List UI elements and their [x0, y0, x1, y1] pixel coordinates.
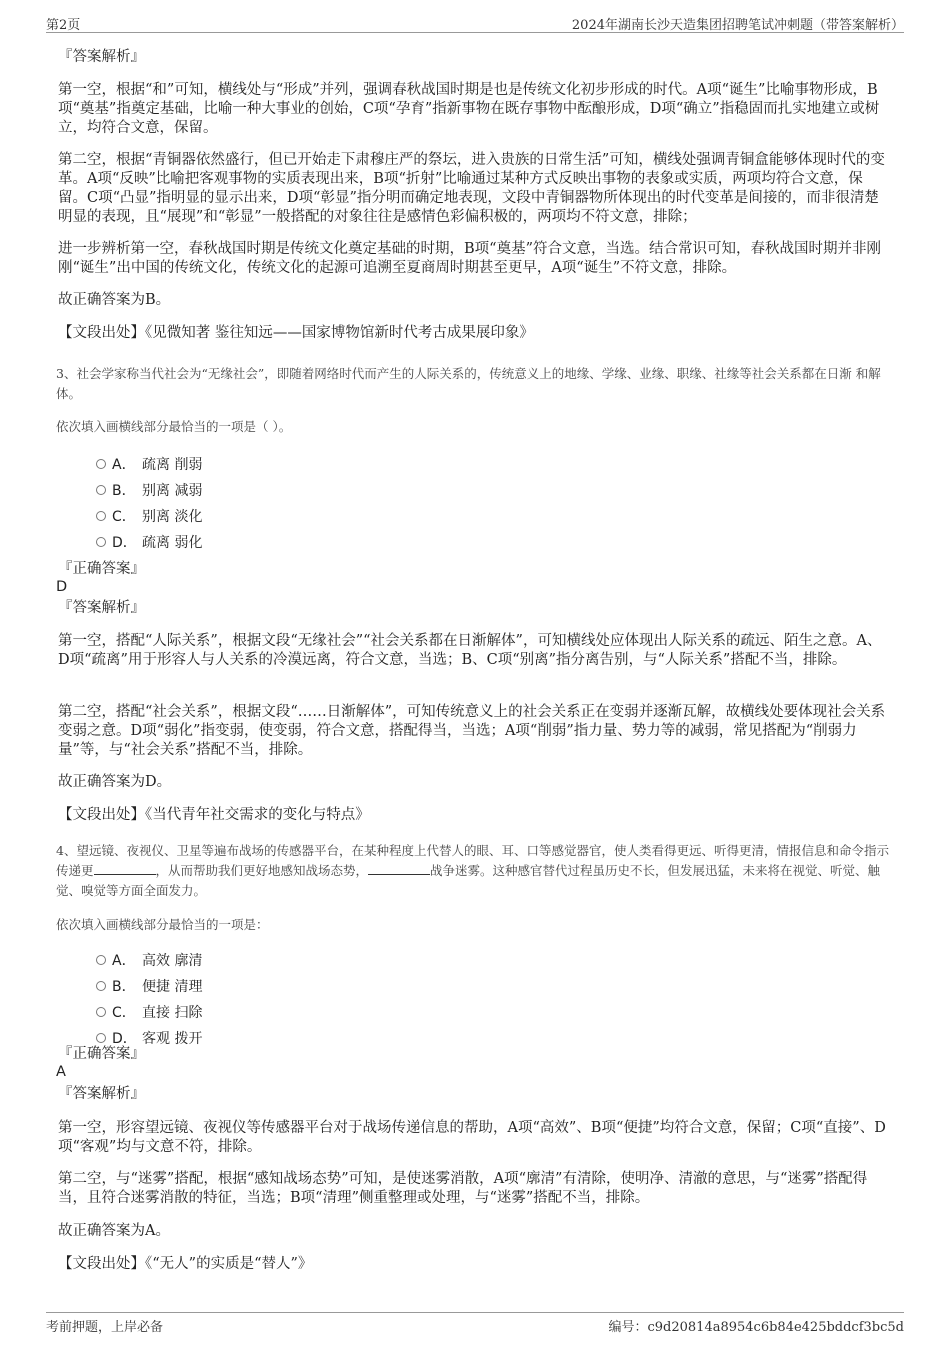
option-text: 疏离 弱化 — [142, 535, 203, 551]
q4-analysis-label: 『答案解析』 — [58, 1086, 145, 1102]
q3-stem: 3、社会学家称当代社会为“无缘社会”，即随着网络时代而产生的人际关系的，传统意义上的地缘、学缘、业缘、职缘、社缘等社会关系都在日渐 和解体。 — [56, 366, 881, 401]
q4-option-c[interactable] — [96, 1002, 202, 1022]
page-header — [46, 12, 904, 33]
blank-2 — [368, 862, 430, 875]
q3-option-c[interactable] — [96, 506, 202, 526]
radio-icon[interactable] — [96, 955, 106, 965]
q4-stem-part-1: 4、望远镜、夜视仪、卫星等遍布战场的传感器平台，在某种程度上代替人的眼、耳、口等感觉器官，使人类看得更远、听得更清，情报信息和命令指示传递更 — [56, 843, 889, 878]
document-title: 2024年湖南长沙天造集团招聘笔试冲刺题（带答案解析） — [571, 18, 904, 33]
q3-conclusion: 故正确答案为D。 — [58, 774, 172, 790]
q3-instruction: 依次填入画横线部分最恰当的一项是（ ）。 — [56, 419, 292, 434]
page-number: 第2页 — [46, 18, 81, 33]
q3-answer-label: 『正确答案』 — [58, 561, 145, 577]
document-code: 编号：c9d20814a8954c6b84e425bddcf3bc5d — [608, 1320, 904, 1335]
q4-option-a[interactable] — [96, 950, 202, 970]
blank-1 — [94, 862, 156, 875]
q2-source: 【文段出处】《见微知著 鉴往知远——国家博物馆新时代考古成果展印象》 — [58, 325, 534, 341]
option-text: 客观 拨开 — [142, 1031, 203, 1047]
radio-icon[interactable] — [96, 981, 106, 991]
option-text: 高效 廓清 — [142, 953, 203, 969]
footer-slogan: 考前押题，上岸必备 — [46, 1320, 164, 1335]
q3-option-a[interactable] — [96, 454, 202, 474]
q4-answer-label: 『正确答案』 — [58, 1046, 145, 1062]
q3-analysis-label: 『答案解析』 — [58, 600, 145, 616]
option-key: A． — [112, 953, 136, 969]
q2-analysis-para-3: 进一步辨析第一空，春秋战国时期是传统文化奠定基础的时期，B项“奠基”符合文意，当选。结合常识可知，春秋战国时期并非刚刚“诞生”出中国的传统文化，传统文化的起源可追溯至夏商周时期甚至更早，A项“诞生”不符文意，排除。 — [58, 241, 881, 276]
q4-stem-part-3: 战争迷雾。这种感官替代过程虽历史不长，但发展迅猛，未来将在视觉、听觉、触觉、嗅觉等方面全面发力。 — [56, 863, 881, 898]
option-text: 便捷 清理 — [142, 979, 203, 995]
q3-source: 【文段出处】《当代青年社交需求的变化与特点》 — [58, 807, 370, 823]
option-key: B． — [112, 979, 136, 995]
q4-source: 【文段出处】《“无人”的实质是“替人”》 — [58, 1256, 313, 1272]
q2-conclusion: 故正确答案为B。 — [58, 292, 171, 308]
q4-instruction: 依次填入画横线部分最恰当的一项是： — [56, 917, 269, 932]
q3-answer: D — [56, 579, 68, 595]
option-key: A． — [112, 457, 136, 473]
q4-analysis-para-2: 第二空，与“迷雾”搭配，根据“感知战场态势”可知，是使迷雾消散，A项“廓清”有清除，使明净、清澈的意思，与“迷雾”搭配得当，且符合迷雾消散的特征，当选；B项“清理”侧重整理或处理，与“迷雾”搭配不当，排除。 — [58, 1171, 868, 1206]
option-text: 别离 淡化 — [142, 509, 203, 525]
q2-analysis-label: 『答案解析』 — [58, 49, 145, 65]
page-footer — [46, 1312, 904, 1333]
q3-analysis-para-2: 第二空，搭配“社会关系”，根据文段“……日渐解体”，可知传统意义上的社会关系正在变弱并逐渐瓦解，故横线处要体现社会关系变弱之意。D项“弱化”指变弱，使变弱，符合文意，搭配得当，当选；A项“削弱”指力量、势力等的减弱，常见搭配为“削弱力量”等，与“社会关系”搭配不当，排除。 — [58, 704, 886, 758]
q4-stem-part-2: ，从而帮助我们更好地感知战场态势， — [155, 863, 369, 878]
radio-icon[interactable] — [96, 1007, 106, 1017]
option-key: C． — [112, 1005, 136, 1021]
q3-option-d[interactable] — [96, 532, 202, 552]
q4-conclusion: 故正确答案为A。 — [58, 1223, 170, 1239]
option-key: B． — [112, 483, 136, 499]
radio-icon[interactable] — [96, 537, 106, 547]
q3-analysis-para-1: 第一空，搭配“人际关系”，根据文段“无缘社会”“社会关系都在日渐解体”，可知横线处应体现出人际关系的疏远、陌生之意。A、D项“疏离”用于形容人与人关系的冷漠远离，符合文意，当选；B、C项“别离”指分离告别，与“人际关系”搭配不当，排除。 — [58, 633, 882, 668]
q2-analysis-para-1: 第一空，根据“和”可知，横线处与“形成”并列，强调春秋战国时期是也是传统文化初步形成的时代。A项“诞生”比喻事物形成，B项“奠基”指奠定基础，比喻一种大事业的创始，C项“孕育”指新事物在既存事物中酝酿形成，D项“确立”指稳固而扎实地建立或树立，均符合文意，保留。 — [58, 82, 880, 136]
q4-stem — [56, 841, 896, 901]
radio-icon[interactable] — [96, 511, 106, 521]
radio-icon[interactable] — [96, 1033, 106, 1043]
radio-icon[interactable] — [96, 485, 106, 495]
option-text: 疏离 削弱 — [142, 457, 203, 473]
q4-analysis-para-1: 第一空，形容望远镜、夜视仪等传感器平台对于战场传递信息的帮助，A项“高效”、B项“便捷”均符合文意，保留；C项“直接”、D项“客观”均与文意不符，排除。 — [58, 1120, 886, 1155]
q3-option-b[interactable] — [96, 480, 202, 500]
radio-icon[interactable] — [96, 459, 106, 469]
option-text: 别离 减弱 — [142, 483, 203, 499]
q4-answer: A — [56, 1064, 66, 1080]
option-key: D． — [112, 1031, 137, 1047]
q4-option-b[interactable] — [96, 976, 202, 996]
option-key: C． — [112, 509, 136, 525]
q2-analysis-para-2: 第二空，根据“青铜器依然盛行，但已开始走下肃穆庄严的祭坛，进入贵族的日常生活”可知，横线处强调青铜盒能够体现时代的变革。A项“反映”比喻把客观事物的实质表现出来，B项“折射”比喻通过某种方式反映出事物的表象或实质，两项均符合文意，保留。C项“凸显”指明显的显示出来，D项“彰显”指分明而确定地表现，文段中青铜器物所体现出的时代变革是间接的，而非很清楚明显的表现，且“展现”和“彰显”一般搭配的对象往往是感情色彩偏积极的，两项均不符文意，排除； — [58, 152, 885, 225]
option-key: D． — [112, 535, 137, 551]
option-text: 直接 扫除 — [142, 1005, 203, 1021]
